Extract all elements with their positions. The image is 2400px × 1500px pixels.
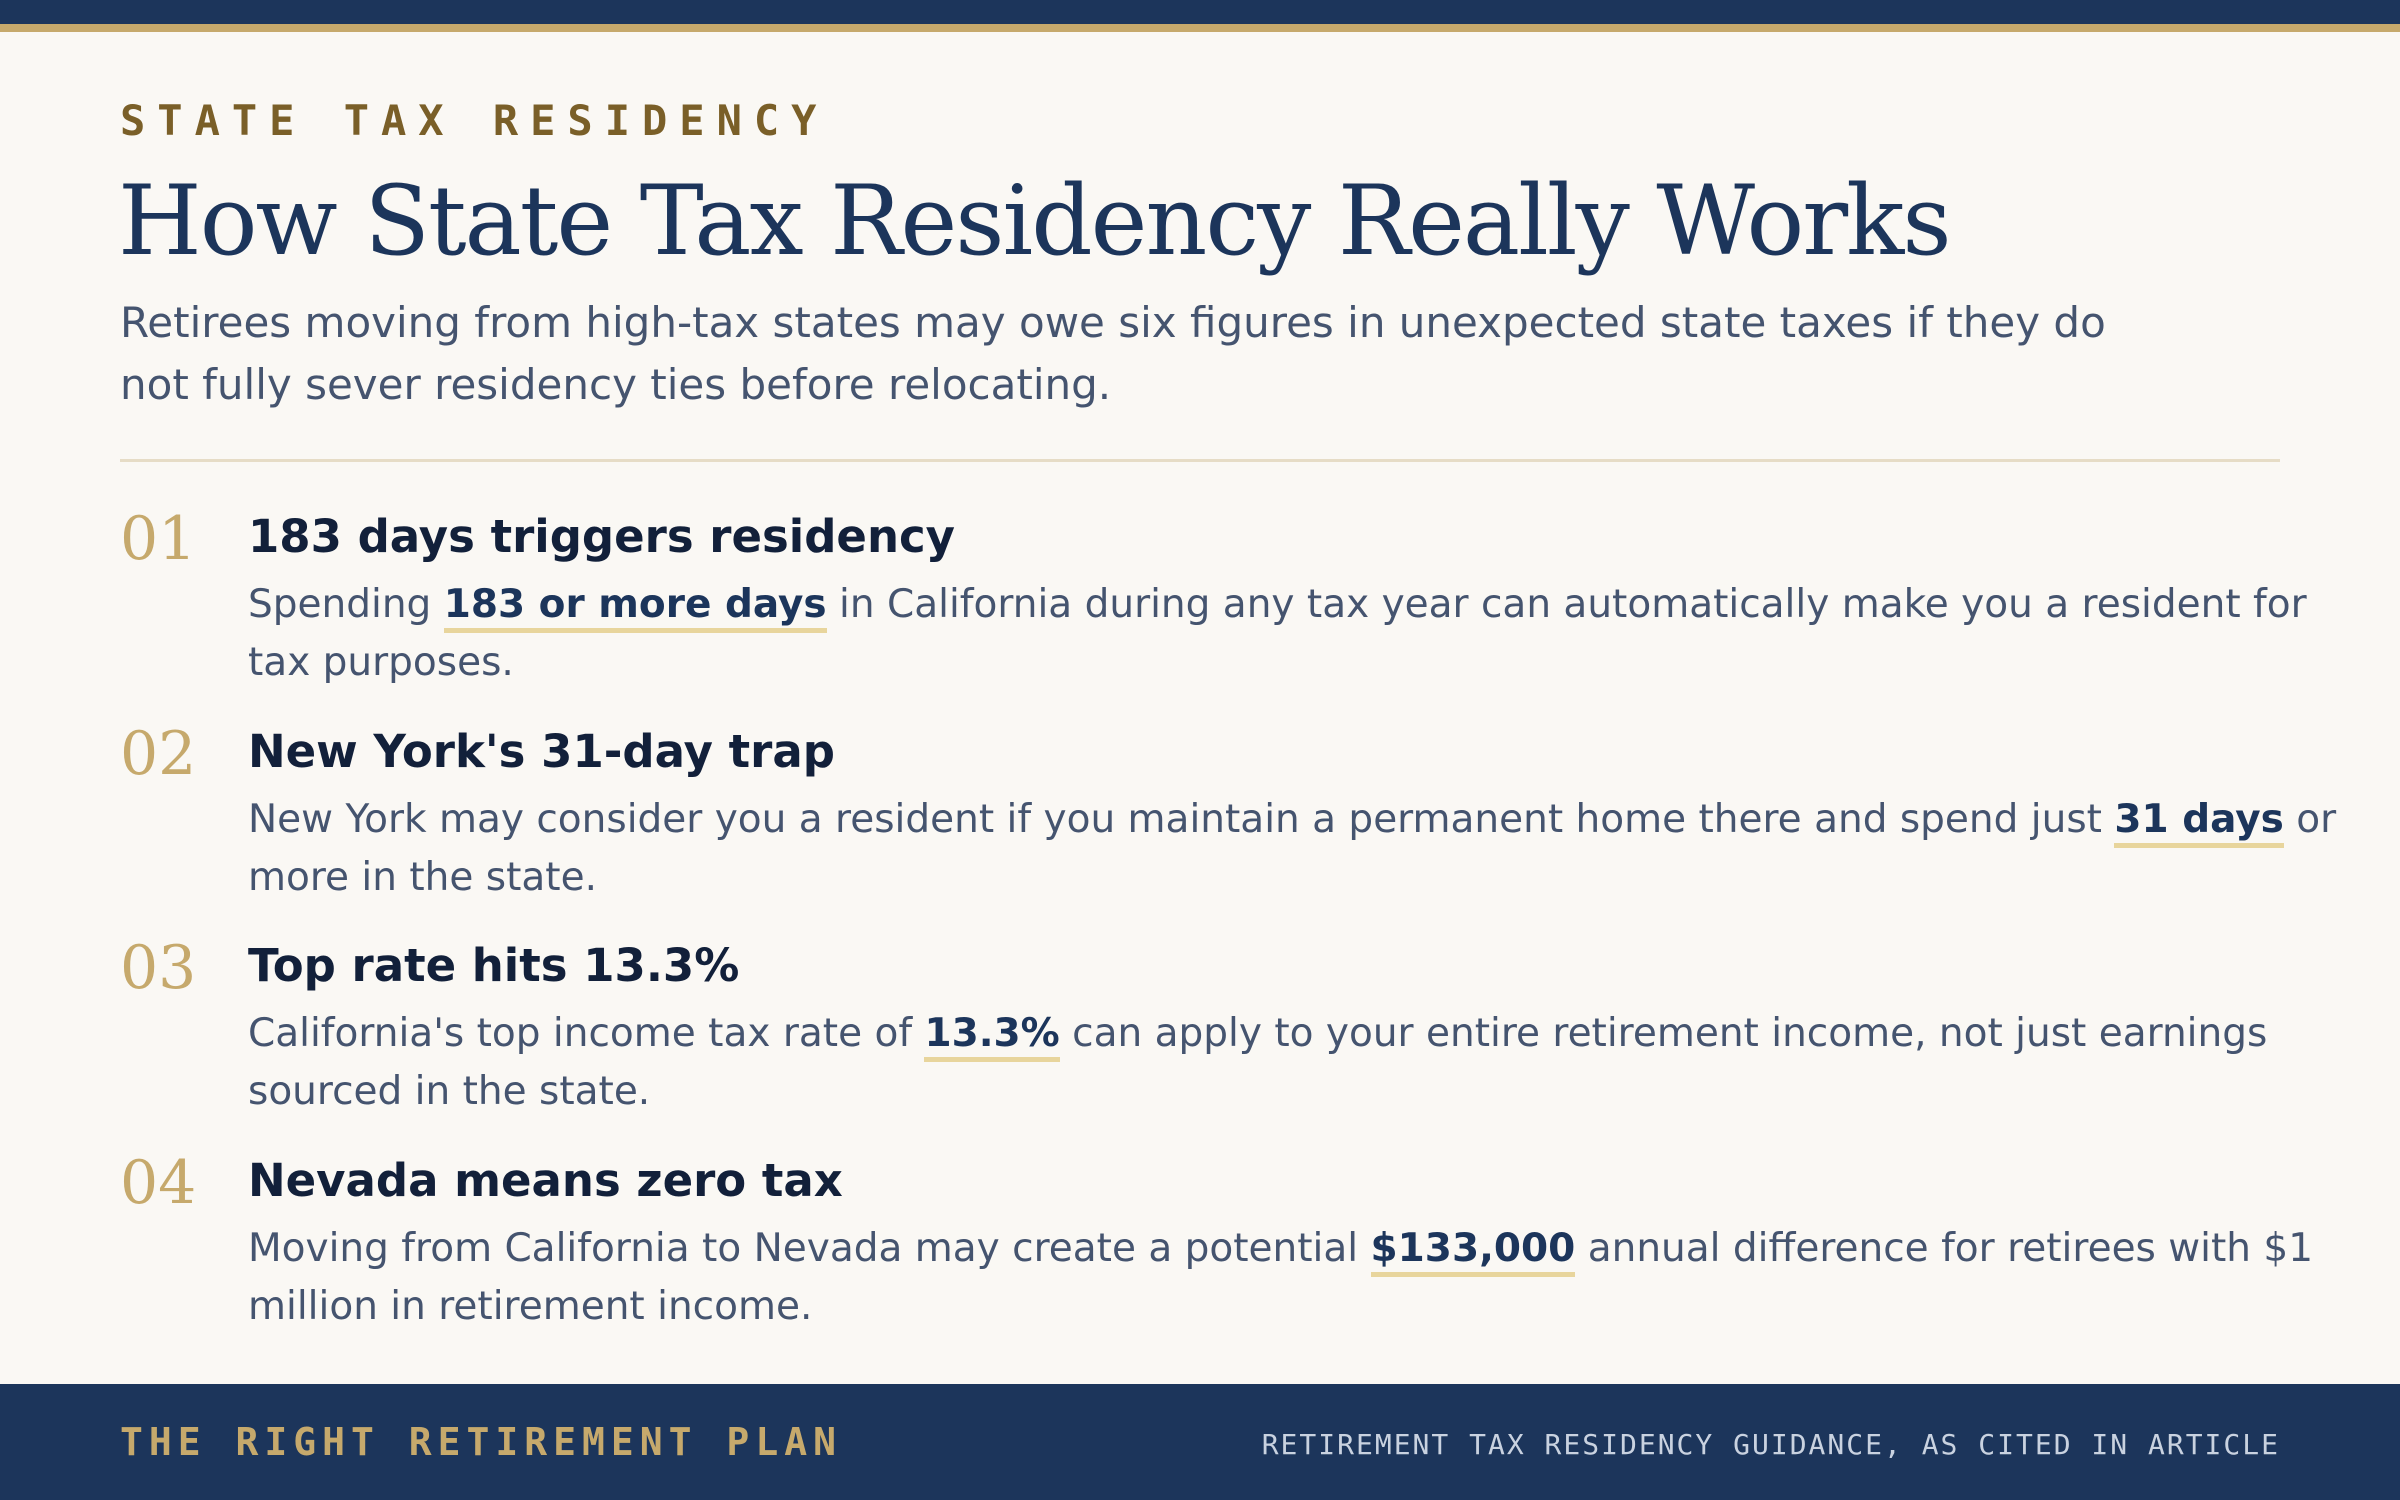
top-accent-rule — [0, 24, 2400, 32]
page-title: How State Tax Residency Really Works — [118, 165, 1950, 277]
section-divider — [120, 459, 2280, 462]
highlight-value: $133,000 — [1371, 1226, 1576, 1277]
item-body-text: Moving from California to Nevada may create a potential — [248, 1226, 1371, 1271]
footer-bar — [0, 1384, 2400, 1500]
item-number: 03 — [120, 933, 197, 1003]
footer-brand: THE RIGHT RETIREMENT PLAN — [120, 1420, 842, 1464]
highlight-value: 31 days — [2114, 797, 2284, 848]
item-body-text: can apply to your entire retirement income, not just earnings sourced in the state. — [248, 1011, 2268, 1114]
top-bar — [0, 0, 2400, 24]
footer-source-note: RETIREMENT TAX RESIDENCY GUIDANCE, AS CITED IN ARTICLE — [1261, 1428, 2280, 1461]
item-body-text: New York may consider you a resident if you maintain a permanent home there and spend just — [248, 797, 2115, 842]
item-body — [248, 1005, 2358, 1121]
item-heading: Top rate hits 13.3% — [248, 939, 740, 992]
item-body — [248, 576, 2358, 692]
item-body-text: California's top income tax rate of — [248, 1011, 925, 1056]
item-heading: 183 days triggers residency — [248, 510, 955, 563]
item-heading: New York's 31-day trap — [248, 725, 835, 778]
highlight-value: 183 or more days — [444, 582, 827, 633]
item-body-text: or more in the state. — [248, 797, 2337, 900]
item-heading: Nevada means zero tax — [248, 1154, 843, 1207]
item-body-text: in California during any tax year can automatically make you a resident for tax purposes. — [248, 582, 2307, 685]
highlight-value: 13.3% — [924, 1011, 1059, 1062]
item-body — [248, 1220, 2358, 1336]
intro-paragraph: Retirees moving from high-tax states may owe six figures in unexpected state taxes if they do not fully sever residency ties before relocating. — [120, 298, 2106, 409]
item-body — [248, 791, 2358, 907]
item-number: 04 — [120, 1148, 197, 1218]
eyebrow-label: STATE TAX RESIDENCY — [120, 96, 829, 145]
item-body-text: annual difference for retirees with $1 million in retirement income. — [248, 1226, 2314, 1329]
item-number: 02 — [120, 719, 197, 789]
item-body-text: Spending — [248, 582, 444, 627]
item-number: 01 — [120, 504, 197, 574]
